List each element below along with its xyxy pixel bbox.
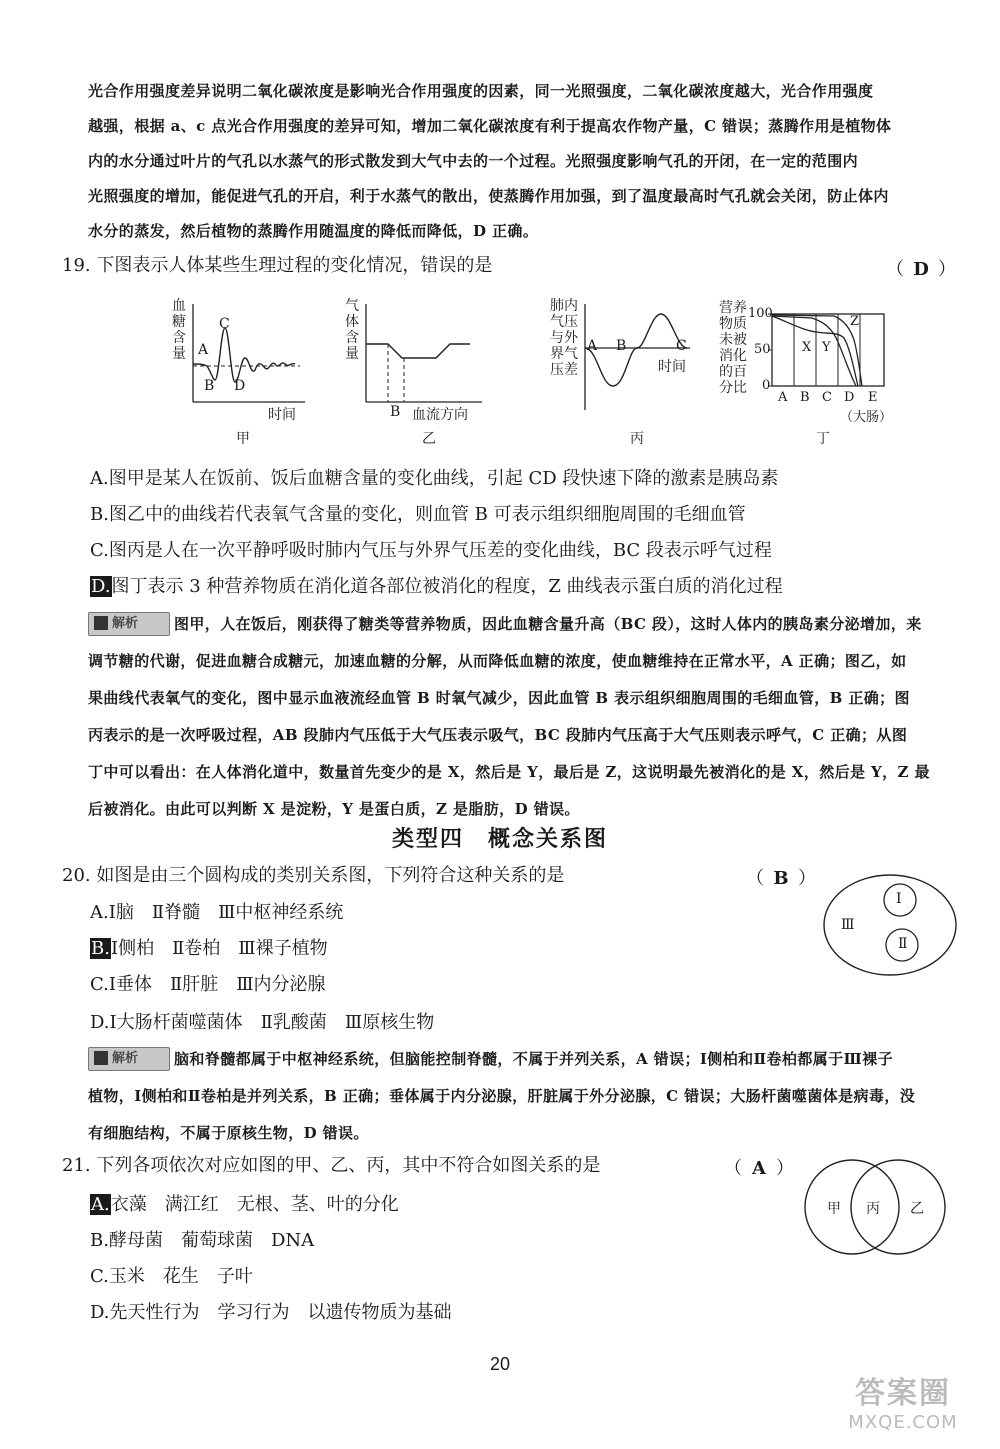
question-19-stem: 19. 下图表示人体某些生理过程的变化情况，错误的是 [62,255,493,276]
figure-jia-xlabel: 时间 [268,407,296,423]
question-21-option-a [90,1190,399,1216]
figure-bing-point-c: C [676,338,687,354]
option-letter: A. [90,468,109,489]
explanation-line: 水分的蒸发，然后植物的蒸腾作用随温度的降低而降低，D 正确。 [88,222,539,240]
venn-right-label: 乙 [910,1201,924,1217]
figure-inner2-label: Ⅱ [898,936,908,952]
option-letter: B. [90,1230,109,1251]
question-20-option-c [90,970,326,996]
figure-bing-xlabel: 时间 [658,359,686,375]
explanation-line: 有细胞结构，不属于原核生物，D 错误。 [88,1124,369,1142]
page-number: 20 [489,1354,511,1374]
watermark-url: MXQE.COM [848,1412,958,1433]
figure-yi-point-b: B [390,404,401,420]
option-letter-selected: A. [91,1194,110,1215]
figure-jia-point-c: C [219,316,230,332]
figure-jia-point-d: D [234,378,246,394]
figure-ding-curve-y: Y [822,340,831,355]
question-19-answer: （ D ） [886,259,956,280]
option-text: 先天性行为 学习行为 以遗传物质为基础 [109,1302,452,1323]
explanation-line: 丁中可以看出：在人体消化道中，数量首先变少的是 X，然后是 Y，最后是 Z，这说明最先被消化的是 X，然后是 Y，Z 最 [88,763,930,781]
figure-ding-curve-z: Z [850,314,860,329]
figure-jia-caption: 甲 [236,431,250,447]
venn-middle-label: 丙 [866,1201,880,1217]
explanation-line: 调节糖的代谢，促进血糖合成糖元，加速血糖的分解，从而降低血糖的浓度，使血糖维持在正常水平，A 正确；图乙，如 [88,652,907,670]
analysis-badge-label: 解析 [112,1051,139,1066]
explanation-line: 脑和脊髓都属于中枢神经系统，但脑能控制脊髓，不属于并列关系，A 错误；Ⅰ侧柏和Ⅱ卷柏都属于Ⅲ裸子 [174,1050,893,1068]
question-20-option-b [90,934,328,960]
figure-jia-ylabel: 血糖含量 [172,298,186,362]
answer-letter: A [752,1158,766,1179]
question-20-answer: （ B ） [746,868,816,889]
option-text: Ⅰ垂体 Ⅱ肝脏 Ⅲ内分泌腺 [108,974,326,995]
watermark-title: 答案圈 [855,1376,951,1411]
answer-letter: D [913,259,929,280]
figure-bing-caption: 丙 [630,431,644,447]
figure-ding-xnote: （大肠） [840,410,893,425]
option-letter: C. [90,974,109,995]
explanation-line: 图甲，人在饭后，刚获得了糖类等营养物质，因此血糖含量升高（BC 段），这时人体内的胰岛素分泌增加，来 [174,615,922,633]
figure-yi-caption: 乙 [422,431,436,447]
figure-ding-ylabel: 营养物质未被消化的百分比 [719,300,747,396]
option-letter: A. [90,902,109,923]
figure-yi-ylabel: 气体含量 [345,298,359,362]
figure-bing-ylabel: 肺内气压与外界气压差 [550,298,578,378]
figure-outer-label: Ⅲ [841,917,855,933]
figure-ding-caption: 丁 [816,431,830,447]
option-letter-selected: B. [91,938,110,959]
figure-ding-tick: 100 [748,306,773,321]
option-letter: C. [90,540,109,561]
explanation-line: 光照强度的增加，能促进气孔的开启，利于水蒸气的散出，使蒸腾作用加强，到了温度最高时气孔就会关闭，防止体内 [88,187,889,205]
question-21-option-c [90,1262,253,1288]
question-19-option-c [90,536,772,562]
figure-inner1-label: Ⅰ [896,891,902,907]
explanation-line: 光合作用强度差异说明二氧化碳浓度是影响光合作用强度的因素，同一光照强度，二氧化碳浓度越大，光合作用强度 [88,82,874,100]
option-letter: C. [90,1266,109,1287]
question-20-option-a [90,898,343,924]
explanation-line: 越强，根据 a、c 点光合作用强度的差异可知，增加二氧化碳浓度有利于提高农作物产量，C 错误；蒸腾作用是植物体 [88,117,892,135]
watermark-logo [828,1368,978,1438]
option-letter: B. [90,504,109,525]
option-text: Ⅰ脑 Ⅱ脊髓 Ⅲ中枢神经系统 [108,902,344,923]
figure-ding-xcat: B [800,390,810,405]
option-text: 酵母菌 葡萄球菌 DNA [108,1230,315,1251]
figure-ding-xcat: A [778,390,788,405]
question-19-option-d [90,572,783,598]
explanation-line: 果曲线代表氧气的变化，图中显示血液流经血管 B 时氧气减少，因此血管 B 表示组织细胞周围的毛细血管，B 正确；图 [88,689,910,707]
option-letter: D. [90,1302,110,1323]
analysis-badge [88,612,170,636]
figure-jia-point-a: A [198,342,209,358]
figure-ding-curve-x: X [802,340,812,355]
explanation-line: 植物，Ⅰ侧柏和Ⅱ卷柏是并列关系，B 正确；垂体属于内分泌腺，肝脏属于外分泌腺，C 错误；大肠杆菌噬菌体是病毒，没 [88,1087,916,1105]
option-text: 衣藻 满江红 无根、茎、叶的分化 [110,1194,399,1215]
question-19-option-b [90,500,746,526]
question-21-option-b [90,1226,314,1252]
option-text: 图乙中的曲线若代表氧气含量的变化，则血管 B 可表示组织细胞周围的毛细血管 [108,504,746,525]
option-text: 图甲是某人在饭前、饭后血糖含量的变化曲线，引起 CD 段快速下降的激素是胰岛素 [108,468,779,489]
venn-left-label: 甲 [827,1201,841,1217]
figure-ding-xcat: E [868,390,878,405]
book-icon [94,616,108,630]
figure-jia-point-b: B [204,378,215,394]
option-text: Ⅰ大肠杆菌噬菌体 Ⅱ乳酸菌 Ⅲ原核生物 [109,1012,435,1033]
figure-ding-xcat: D [844,390,855,405]
book-icon [94,1051,108,1065]
question-21-option-d [90,1298,452,1324]
question-19-option-a [90,464,778,490]
analysis-badge [88,1047,170,1071]
option-text: 玉米 花生 子叶 [108,1266,253,1287]
figure-ding-tick: 50 [754,342,771,357]
question-21-stem: 21. 下列各项依次对应如图的甲、乙、丙，其中不符合如图关系的是 [62,1155,601,1176]
figure-ding-xcat: C [822,390,832,405]
option-letter-selected: D. [91,576,111,597]
question-20-stem: 20. 如图是由三个圆构成的类别关系图，下列符合这种关系的是 [62,865,565,886]
explanation-line: 后被消化。由此可以判断 X 是淀粉，Y 是蛋白质，Z 是脂肪，D 错误。 [88,800,580,818]
section-title: 类型四 概念关系图 [391,827,608,852]
question-20-option-d [90,1008,434,1034]
figure-bing-point-a: A [587,338,598,354]
figure-bing-point-b: B [616,338,627,354]
explanation-line: 丙表示的是一次呼吸过程，AB 段肺内气压低于大气压表示吸气，BC 段肺内气压高于大气压则表示呼气，C 正确；从图 [88,726,908,744]
analysis-badge-label: 解析 [112,616,139,631]
option-letter: D. [90,1012,110,1033]
option-text: Ⅰ侧柏 Ⅱ卷柏 Ⅲ裸子植物 [110,938,328,959]
question-21-answer: （ A ） [724,1158,794,1179]
figure-yi-xlabel: 血流方向 [412,407,468,423]
explanation-line: 内的水分通过叶片的气孔以水蒸气的形式散发到大气中去的一个过程。光照强度影响气孔的开闭，在一定的范围内 [88,152,859,170]
figure-ding-tick: 0 [762,378,771,393]
option-text: 图丁表示 3 种营养物质在消化道各部位被消化的程度，Z 曲线表示蛋白质的消化过程 [111,576,783,597]
option-text: 图丙是人在一次平静呼吸时肺内气压与外界气压差的变化曲线，BC 段表示呼气过程 [108,540,772,561]
answer-letter: B [773,868,789,889]
